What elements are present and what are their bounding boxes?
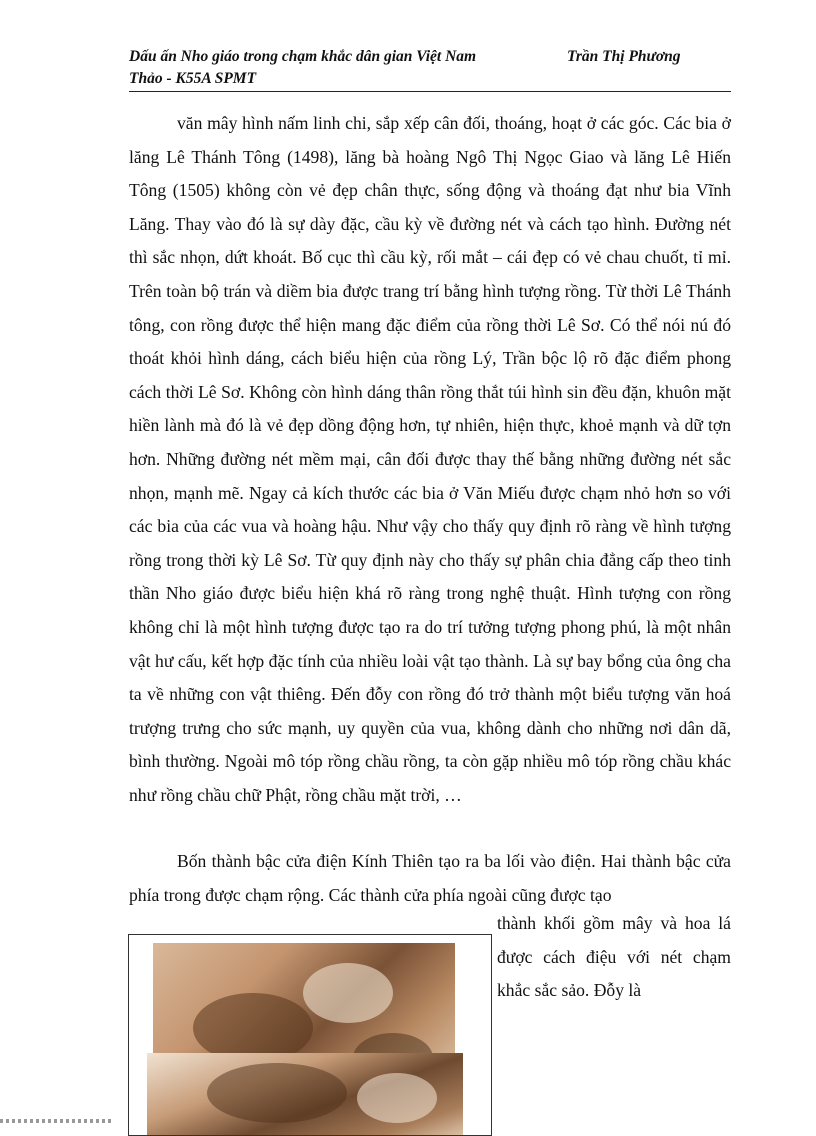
dragon-carving-figure	[128, 934, 492, 1136]
page-edge-mark	[0, 1119, 112, 1123]
header-author: Trần Thị Phương	[567, 48, 681, 65]
header-divider	[129, 91, 731, 92]
body-paragraph-2: Bốn thành bậc cửa điện Kính Thiên tạo ra ba lối vào điện. Hai thành bậc cửa phía trong được chạm rộng. Các thành cửa phía ngoài cũng được tạo	[129, 851, 731, 905]
header-author-continued: Thảo - K55A SPMT	[129, 70, 257, 87]
body-side-text: thành khối gồm mây và hoa lá được cách điệu với nét chạm khắc sắc sảo. Đỗy là	[497, 913, 731, 1001]
body-paragraph-1: văn mây hình nấm linh chi, sắp xếp cân đối, thoáng, hoạt ở các góc. Các bia ở lăng Lê Thánh Tông (1498), lăng bà hoàng Ngô Thị Ngọc Giao và lăng Lê Hiến Tông (1505) không còn vẻ đẹp chân thực, sống động và thoáng đạt như bia Vĩnh Lăng. Thay vào đó là sự dày đặc, cầu kỳ về đường nét và cách tạo hình. Đường nét thì sắc nhọn, dứt khoát. Bố cục thì cầu kỳ, rối mắt – cái đẹp có vẻ chau chuốt, tỉ mỉ. Trên toàn bộ trán và diềm bia được trang trí bằng hình tượng rồng. Từ thời Lê Thánh tông, con rồng được thể hiện mang đặc điểm của rồng thời Lê Sơ. Có thể nói nú đó thoát khỏi hình dáng, cách biểu hiện của rồng Lý, Trần bộc lộ rõ đặc điểm phong cách thời Lê Sơ. Không còn hình dáng thân rồng thắt túi hình sin đều đặn, khuôn mặt hiền lành mà đó là vẻ đẹp dồng động hơn, tự nhiên, hiện thực, khoẻ mạnh và dữ tợn hơn. Những đường nét mềm mại, cân đối được thay thế bằng những đường nét sắc nhọn, mạnh mẽ. Ngay cả kích thước các bia ở Văn Miếu được chạm nhỏ hơn so với các bia của các vua và hoàng hậu. Như vậy cho thấy quy định rõ ràng về hình tượng rồng trong thời kỳ Lê Sơ. Từ quy định này cho thấy sự phân chia đẳng cấp theo tinh thần Nho giáo được biểu hiện khá rõ ràng trong nghệ thuật. Hình tượng con rồng không chỉ là một hình tượng được tạo ra do trí tưởng tượng phong phú, là một nhân vật hư cấu, kết hợp đặc tính của nhiều loài vật tạo thành. Là sự bay bổng của ông cha ta về những con vật thiêng. Đến đỗy con rồng đó trở thành một biểu tượng văn hoá trượng trưng cho sức mạnh, uy quyền của vua, không dành cho những nơi dân dã, bình thường. Ngoài mô tóp rồng chầu rồng, ta còn gặp nhiều mô tóp rồng chầu khác như rồng chầu chữ Phật, rồng chầu mặt trời, …	[129, 113, 731, 805]
header-title: Dấu ấn Nho giáo trong chạm khắc dân gian Việt Nam	[129, 48, 477, 65]
